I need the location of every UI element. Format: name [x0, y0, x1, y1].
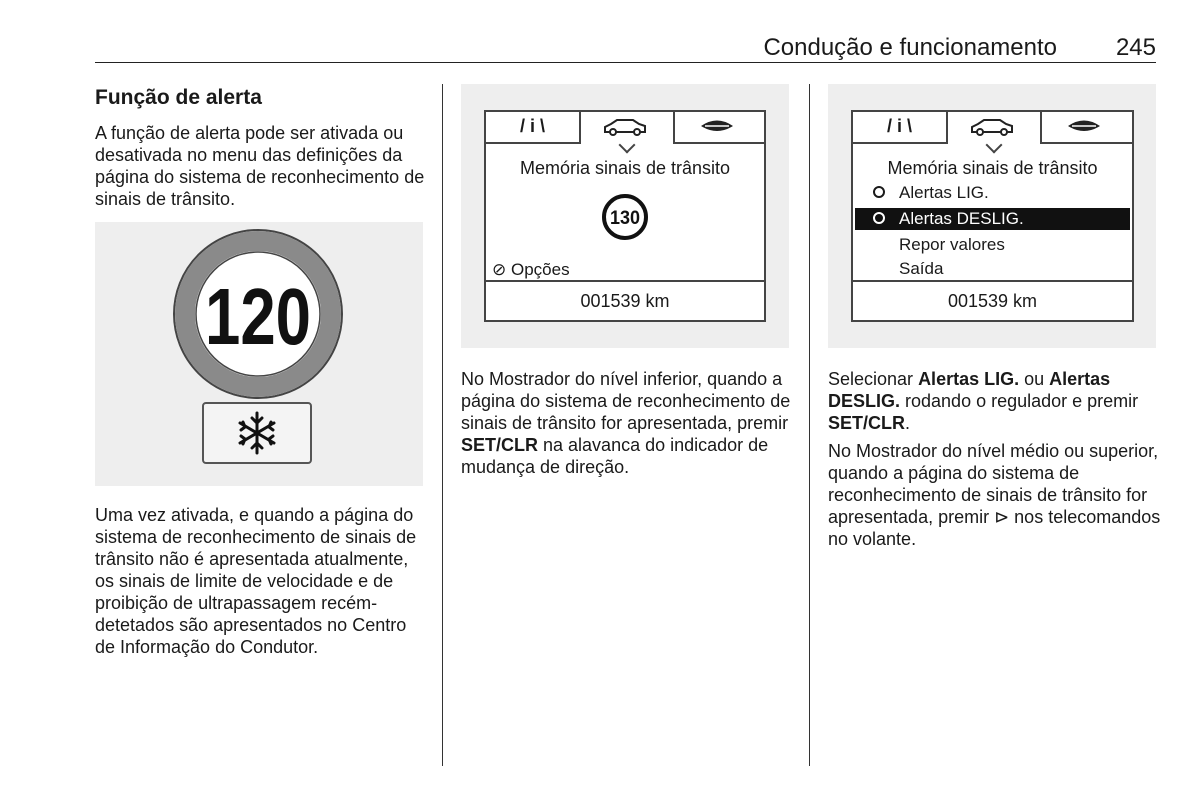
menu-item-label: Repor valores — [899, 235, 1005, 254]
options-row — [492, 260, 570, 280]
col3-paragraph-2: No Mostrador do nível médio ou superior, quando a página do sistema de reconhecimento de sinais de trânsito for apresentada, premir ⊳ nos telecomandos no volante. — [828, 441, 1161, 549]
intro-paragraph: A função de alerta pode ser ativada ou desativada no menu das definições da página do sistema de reconhecimento de sinais de trânsito. — [95, 123, 425, 209]
col3-text: . — [905, 413, 911, 433]
display-title: Memória sinais de trânsito — [887, 158, 1098, 178]
col2-text: No Mostrador do nível inferior, quando a página do sistema de reconhecimento de sinais de trânsito for apresentada, premir — [461, 369, 791, 433]
col3-paragraph-1 — [828, 368, 1163, 434]
menu-item-alerts-on[interactable] — [855, 182, 1130, 204]
col2-paragraph — [461, 368, 796, 478]
column-divider — [442, 84, 443, 766]
display-tab-bar — [486, 112, 764, 144]
speed-limit-illustration — [95, 222, 423, 486]
speed-limit-value: 120 — [205, 272, 311, 361]
page-number: 245 — [1115, 34, 1156, 61]
display-title: Memória sinais de trânsito — [519, 158, 731, 178]
menu-item-exit[interactable] — [855, 258, 1130, 280]
tab-info — [486, 112, 579, 142]
radio-icon — [873, 186, 885, 198]
radio-icon — [873, 212, 885, 224]
column-divider — [809, 84, 810, 766]
tab-vehicle — [579, 112, 675, 144]
header-rule — [95, 62, 1156, 63]
leaf-icon — [1038, 112, 1132, 142]
speed-limit-sign-icon — [95, 222, 423, 486]
tab-info — [853, 112, 946, 142]
alerts-off-label: Alertas DESLIG. — [828, 369, 1111, 411]
tab-eco — [1038, 112, 1132, 142]
menu-item-alerts-off[interactable] — [855, 208, 1130, 230]
display-tab-bar — [853, 112, 1132, 144]
road-info-icon: / i \ — [886, 116, 912, 136]
road-info-icon: / i \ — [519, 116, 545, 136]
header-title: Condução e funcionamento — [763, 34, 1057, 61]
options-label: Opções — [510, 260, 570, 279]
menu-item-label: Saída — [899, 259, 944, 278]
set-clr-label: SET/CLR — [461, 435, 539, 455]
odometer: 001539 km — [853, 280, 1132, 320]
tab-vehicle — [946, 112, 1042, 144]
menu-item-label: Alertas DESLIG. — [899, 209, 1024, 228]
col3-text: rodando o regulador e premir — [900, 391, 1139, 411]
odometer: 001539 km — [486, 280, 764, 320]
set-clr-label: SET/CLR — [828, 413, 906, 433]
menu-item-label: Alertas LIG. — [899, 183, 989, 202]
tab-eco — [671, 112, 764, 142]
driver-info-display — [484, 110, 766, 322]
speed-sign-icon — [600, 192, 650, 242]
body-paragraph: Uma vez ativada, e quando a página do sistema de reconhecimento de sinais de trânsito não é apresentada atualmente, os sinais de limite de velocidade e de proibição de ultrapassagem recém-detetados são apresentados no Centro de Informação do Condutor. — [95, 505, 417, 657]
section-heading: Função de alerta — [95, 86, 262, 109]
driver-info-display-menu — [851, 110, 1134, 322]
memorized-speed-value: 130 — [610, 208, 640, 229]
menu-item-reset[interactable] — [855, 234, 1130, 256]
col3-text: Selecionar — [828, 369, 919, 389]
alerts-on-label: Alertas LIG. — [918, 369, 1020, 389]
col3-text: ou — [1019, 369, 1050, 389]
checkmark-icon: ⊘ — [492, 260, 507, 279]
leaf-icon — [671, 112, 764, 142]
col2-text: na alavanca do indicador de mudança de direção. — [461, 435, 769, 477]
